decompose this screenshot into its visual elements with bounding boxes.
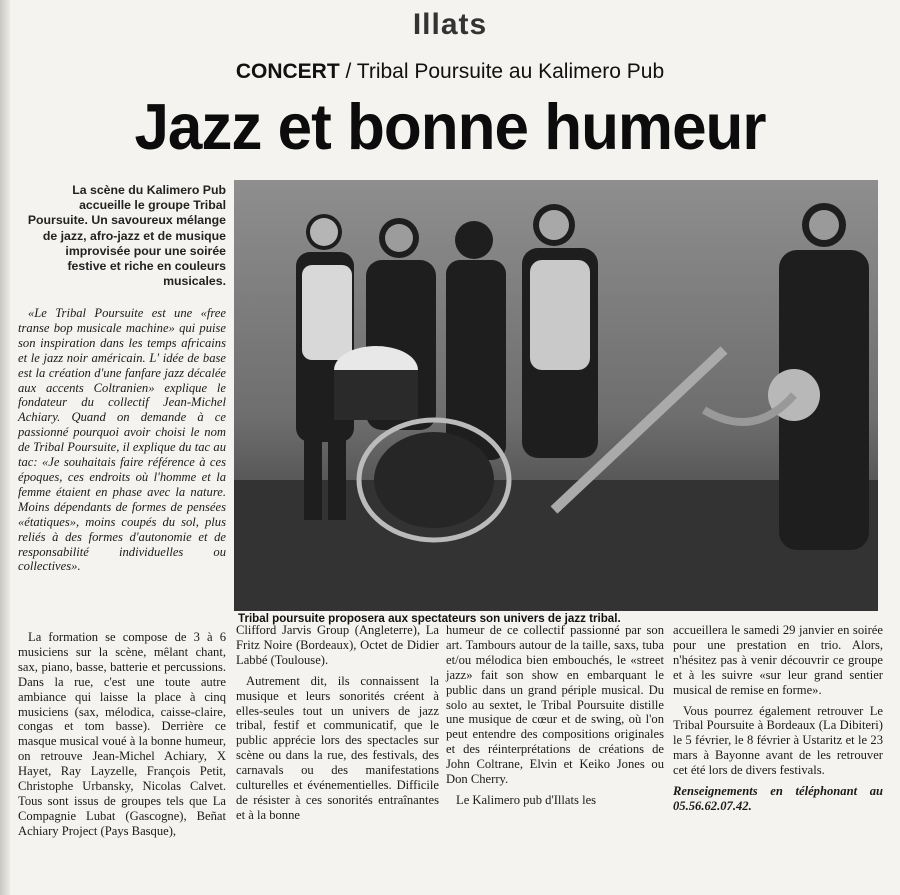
paragraph-street-jazz: humeur de ce collectif passionné par son art. Tambours autour de la taille, saxs, tuba et/ou mélodica bien embouchés, le «street jazz» fait son show en embarquant le public dans un grand périple musical. Du solo au sextet, le Tribal Poursuite distille une musique de cœur et de swing, où l'on peut entendre des compositions originales et des réinterprétations de créations de John Coltrane, Elvin et Keiko Jones ou Don Cherry. [446,623,664,787]
paragraph-groups: Clifford Jarvis Group (Angleterre), La Fritz Noire (Bordeaux), Octet de Didier Labbé (Toulouse). [236,623,439,667]
lede: La scène du Kalimero Pub accueille le groupe Tribal Poursuite. Un savoureux mélange de jazz, afro-jazz et de musique improvisée pour une soirée festive et riche en couleurs musicales. [27,183,226,289]
band-photo [234,180,878,611]
column-1-top [18,306,226,580]
column-3 [446,623,664,814]
column-4 [673,623,883,820]
band-photo-image [234,180,878,611]
headline: Jazz et bonne humeur [134,91,766,164]
photo-caption: Tribal poursuite proposera aux spectateurs son univers de jazz tribal. [238,612,621,625]
kicker [0,60,900,84]
section-title: Illats [412,8,488,41]
column-1-bottom [18,630,226,845]
kicker-label: CONCERT [235,60,340,83]
paragraph-kalimero: Le Kalimero pub d'Illats les [456,792,597,807]
paragraph-tour: Vous pourrez également retrouver Le Tribal Poursuite à Bordeaux (La Dibiteri) le 5 février, le 8 février à Ustaritz et le 23 mars à Bayonne avant de les retrouver cet été lors de divers festivals. [673,703,883,778]
kicker-text: Tribal Poursuite au Kalimero Pub [356,60,665,83]
contact-info: Renseignements en téléphonant au 05.56.62.07.42. [673,784,883,813]
photo-credit-mark [873,520,879,600]
paragraph-univers: Autrement dit, ils connaissent la musique et leurs sonorités créent à elles-seules tout un univers de jazz tribal, festif et communicatif, que le public apprécie lors des spectacles sur scène ou dans la rue, des festivals, des carnavals ou des manifestations culturelles et événementielles. Difficile de résister à ces sonorités entraînantes et à la bonne [236,673,439,822]
paragraph-date: accueillera le samedi 29 janvier en soirée pour une prestation en trio. Alors, n'hésitez pas à venir découvrir ce groupe et à les suivre «sur leur grand sentier musical de remise en forme». [673,623,883,697]
kicker-separator: / [339,60,357,83]
paragraph-formation: La formation se compose de 3 à 6 musiciens sur la scène, mêlant chant, sax, piano, basse, batterie et percussions. Dans la rue, c'est une toute autre ambiance qui laisse la place à cinq musiciens (sax, mélodica, caisse-claire, congas et tom basse). Derrière ce masque musical voué à la bonne humeur, on retrouve Jean-Michel Achiary, X Hayet, Ray Layzelle, François Petit, Christophe Urbansky, Nicolas Calvet. Tous sont issus de groupes tels que La Compagnie Lubat (Gascogne), Beñat Achiary Project (Pays Basque), [18,630,226,838]
paragraph-intro-quote: «Le Tribal Poursuite est une «free transe bop musicale machine» qui puise son inspiration dans les temps africains et le jazz noir américain. L' idée de base est la création d'une fanfare jazz décalée aux accents Coltranien» explique le fondateur du collectif Jean-Michel Achiary. Quand on demande à ce passionné pourquoi avoir choisi le nom de Tribal Poursuite, il explique du tac au tac: «Je souhaitais faire référence à ces époques, ces endroits où l'homme et la femme étaient en phase avec la nature. Moins dépendants de formes de pensées «étatiques», moins coupés du sol, plus reliés à des formes d'autonomie et de responsabilité individuelles ou collectives». [18,306,226,574]
column-2 [236,623,439,829]
